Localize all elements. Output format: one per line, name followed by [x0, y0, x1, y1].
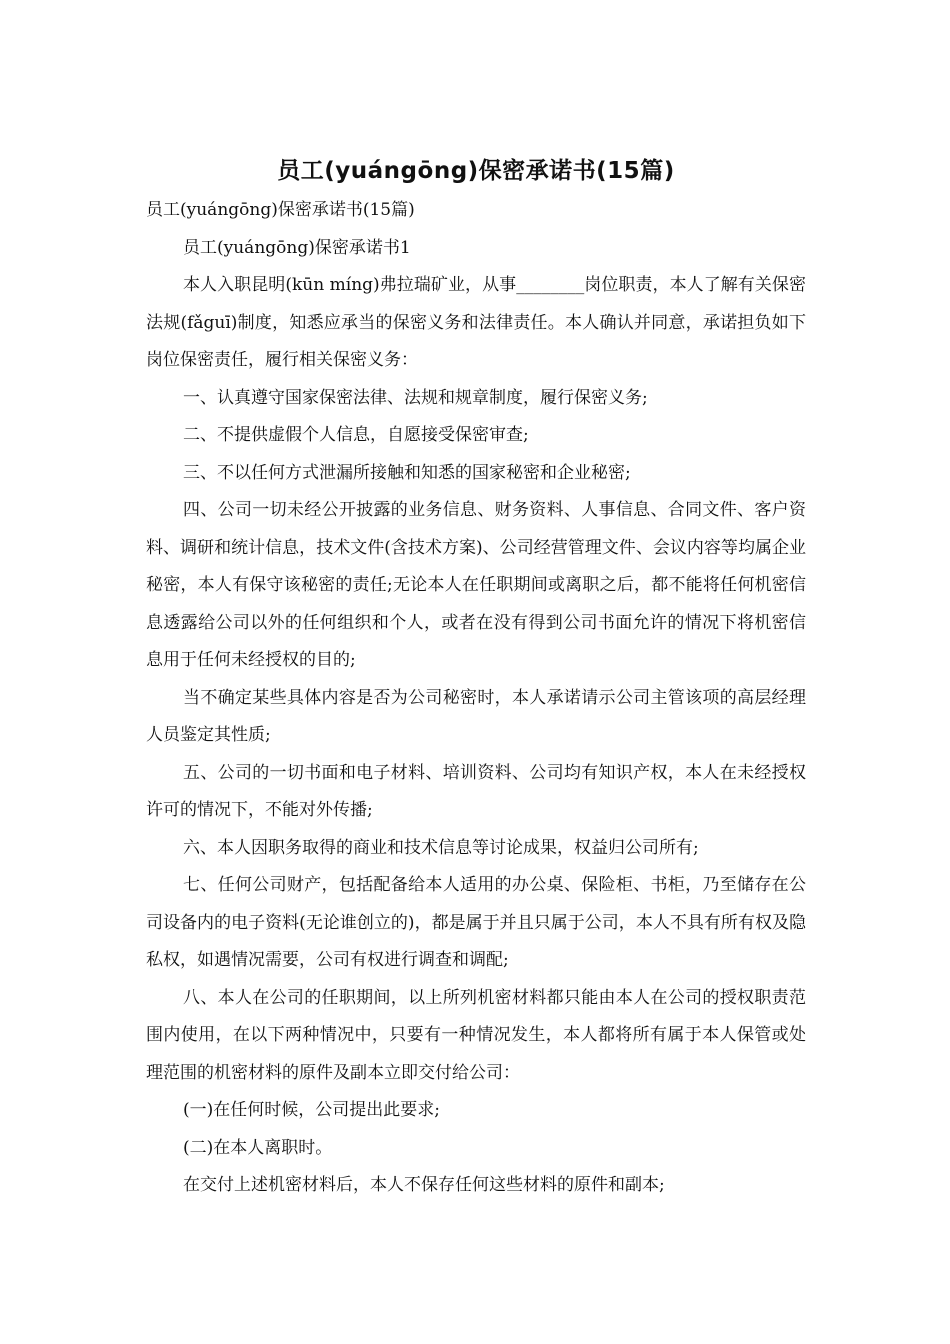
- document-page: [146, 150, 806, 1205]
- paragraph-clause-4-note: 当不确定某些具体内容是否为公司秘密时，本人承诺请示公司主管该项的高层经理人员鉴定其性质;: [146, 687, 806, 745]
- document-subtitle: 员工(yuángōng)保密承诺书(15篇): [146, 200, 415, 220]
- paragraph-clause-7: 七、任何公司财产，包括配备给本人适用的办公桌、保险柜、书柜，乃至储存在公司设备内的电子资料(无论谁创立的)，都是属于并且只属于公司，本人不具有所有权及隐私权，如遇情况需要，公司有权进行调查和调配;: [146, 875, 806, 970]
- paragraph-clause-8-note: 在交付上述机密材料后，本人不保存任何这些材料的原件和副本;: [183, 1175, 665, 1195]
- paragraph-intro: 本人入职昆明(kūn míng)弗拉瑞矿业，从事________岗位职责，本人了解有关保密法规(fǎguī)制度，知悉应承当的保密义务和法律责任。本人确认并同意，承诺担负如下岗位保密责任，履行相关保密义务：: [146, 275, 806, 370]
- paragraph-clause-8-item-1: (一)在任何时候，公司提出此要求;: [183, 1100, 440, 1120]
- paragraph-clause-8-item-2: (二)在本人离职时。: [183, 1137, 333, 1158]
- paragraph-clause-1: 一、认真遵守国家保密法律、法规和规章制度，履行保密义务;: [183, 387, 648, 408]
- document-title: 员工(yuángōng)保密承诺书(15篇): [277, 158, 675, 184]
- paragraph-clause-3: 三、不以任何方式泄漏所接触和知悉的国家秘密和企业秘密;: [183, 462, 631, 483]
- paragraph-clause-4: 四、公司一切未经公开披露的业务信息、财务资料、人事信息、合同文件、客户资料、调研和统计信息，技术文件(含技术方案)、公司经营管理文件、会议内容等均属企业秘密，本人有保守该秘密的责任;无论本人在任职期间或离职之后，都不能将任何机密信息透露给公司以外的任何组织和个人，或者在没有得到公司书面允许的情况下将机密信息用于任何未经授权的目的;: [146, 500, 806, 670]
- paragraph-clause-5: 五、公司的一切书面和电子材料、培训资料、公司均有知识产权，本人在未经授权许可的情况下，不能对外传播;: [146, 762, 806, 820]
- paragraph-heading-1: 员工(yuángōng)保密承诺书1: [183, 237, 411, 258]
- paragraph-clause-8: 八、本人在公司的任职期间，以上所列机密材料都只能由本人在公司的授权职责范围内使用，在以下两种情况中，只要有一种情况发生，本人都将所有属于本人保管或处理范围的机密材料的原件及副本立即交付给公司：: [146, 987, 806, 1083]
- paragraph-clause-2: 二、不提供虚假个人信息，自愿接受保密审查;: [183, 425, 529, 445]
- paragraph-clause-6: 六、本人因职务取得的商业和技术信息等讨论成果，权益归公司所有;: [183, 837, 699, 858]
